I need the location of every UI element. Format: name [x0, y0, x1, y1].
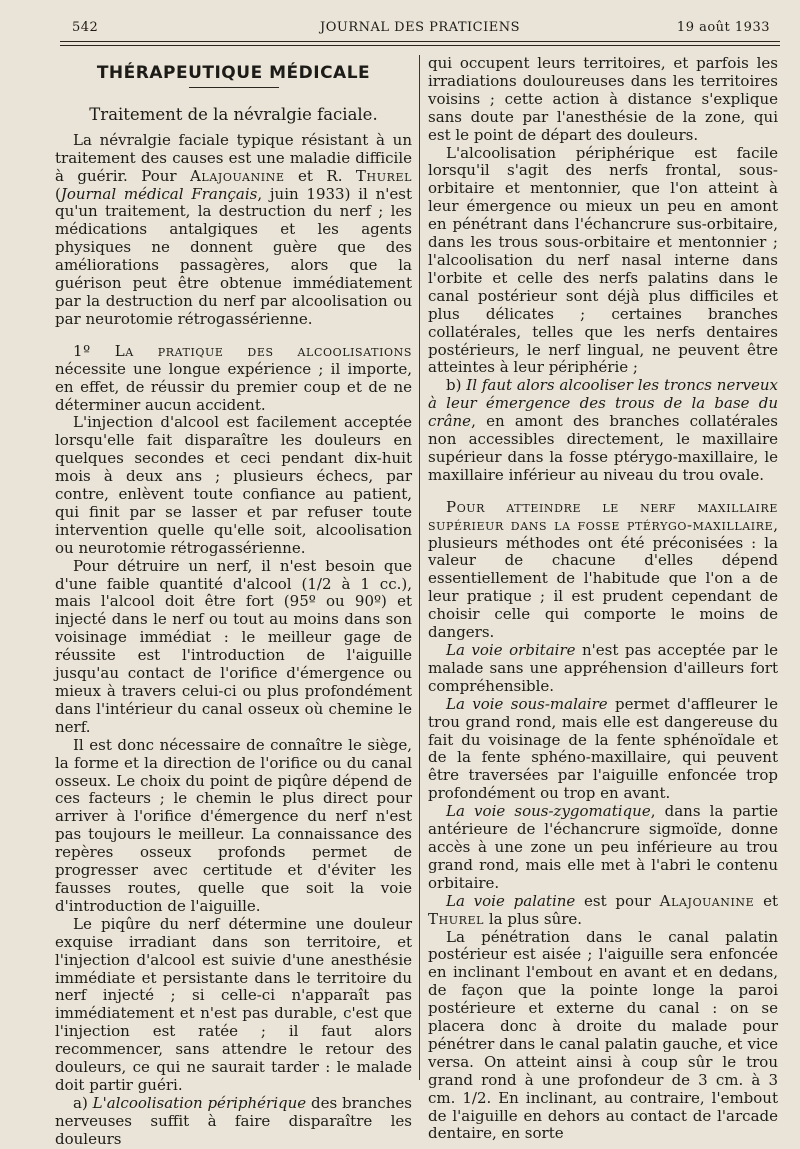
journal-reference: Journal médical Français — [60, 184, 258, 203]
paragraph-siege: Il est donc nécessaire de connaître le siège, la forme et la direction de l'orifice ou du canal osseux. Le choix du point de piqûre dépend de ces facteurs ; le chemin le plus direct pour arriver à l'orifice d'émergence du nerf n'est pas toujours le meilleur. La connaissance des repères osseux profonds permet de progresser avec certitude et d'éviter les fausses routes, quelle que soit la voie d'introduction de l'aiguille. — [55, 735, 412, 915]
right-column — [428, 55, 778, 1143]
column-separator — [419, 55, 420, 1080]
journal-title: JOURNAL DES PRATICIENS — [320, 20, 520, 35]
author-name: Thurel — [428, 909, 485, 928]
header-rule-thin — [60, 45, 780, 46]
subsection-lead: Pour atteindre le nerf maxillaire supérieur dans la fosse ptérygo-maxillaire — [428, 497, 778, 534]
paragraph-alcoolisations: 1º La pratique des alcoolisations nécessite une longue expérience ; il importe, en effet, de réussir du premier coup et de ne déterminer aucun accident. — [55, 341, 412, 414]
paragraph-voie-orbitaire: La voie orbitaire n'est pas acceptée par le malade sans une appréhension d'ailleurs fort compréhensible. — [428, 641, 778, 695]
author-name: Alajouanine — [659, 891, 755, 910]
paragraph-injection: L'injection d'alcool est facilement acceptée lorsqu'elle fait disparaître les douleurs en quelques secondes et ceci pendant dix-huit mois à deux ans ; plusieurs échecs, par contre, enlèvent toute confiance au patient, qui finit par se lasser et par refuser toute intervention quelle qu'elle soit, alcoolisation ou neurotomie rétrogassérienne. — [55, 413, 412, 557]
paragraph-troncs-nerveux: b) Il faut alors alcooliser les troncs nerveux à leur émergence des trous de la base du crâne, en amont des branches collatérales non accessibles directement, le maxillaire supérieur dans la fosse ptérygo-maxillaire, le maxillaire inférieur au niveau du trou ovale. — [428, 376, 778, 484]
header-rule — [60, 41, 780, 42]
paragraph-continuation: qui occupent leurs territoires, et parfois les irradiations douloureuses dans les territoires voisins ; cette action à distance s'explique sans doute par l'anesthésie de la zone, qui est le point de départ des douleurs. — [428, 54, 778, 144]
paragraph-piqure: Le piqûre du nerf détermine une douleur exquise irradiant dans son territoire, et l'injection d'alcool est suivie d'une anesthésie immédiate et persistante dans le territoire du nerf injecté ; si celle-ci n'apparaît pas immédiatement et n'est pas durable, c'est que l'injection est ratée ; il faut alors recommencer, sans attendre le retour des douleurs, ce qui ne saurait tarder : le malade doit partir guéri. — [55, 914, 412, 1094]
paragraph-alcoolisation-peripherique: a) L'alcoolisation périphérique des branches nerveuses suffit à faire disparaître les douleurs — [55, 1093, 412, 1148]
section-title-rule — [189, 87, 279, 88]
paragraph-penetration: La pénétration dans le canal palatin postérieur est aisée ; l'aiguille sera enfoncée en inclinant l'embout en avant et en dedans, de façon que la pointe longe la paroi postérieure et externe du canal : on se placera donc à droite du malade pour pénétrer dans le canal palatin gauche, et vice versa. On atteint ainsi à coup sûr le trou grand rond à une profondeur de 3 cm. à 3 cm. 1/2. En inclinant, au contraire, l'embout de l'aiguille en dehors au contact de l'arcade dentaire, en sorte — [428, 927, 778, 1143]
paragraph-intro: La névralgie faciale typique résistant à un traitement des causes est une maladie difficile à guérir. Pour Alajouanine et R. Thurel (Journal médical Français, juin 1933) il n'est qu'un traitement, la destruction du nerf ; les médications antalgiques et les agents physiques ne donnent guère que des améliorations passagères, alors que la guérison peut être obtenue immédiatement par la destruction du nerf par alcoolisation ou par neurotomie rétrogassérienne. — [55, 130, 412, 328]
left-column — [55, 55, 412, 1149]
paragraph-voie-sous-zygomatique: La voie sous-zygomatique, dans la partie antérieure de l'échancrure sigmoïde, donne accès à une zone un peu inférieure au trou grand rond, mais elle met à l'abri le contenu orbitaire. — [428, 802, 778, 892]
page-number: 542 — [72, 20, 99, 35]
paragraph-voie-sous-malaire: La voie sous-malaire permet d'affleurer le trou grand rond, mais elle est dangereuse du fait du voisinage de la fente sphénoïdale et de la fente sphéno-maxillaire, qui peuvent être traversées par l'aiguille enfoncée trop profondément ou trop en avant. — [428, 694, 779, 803]
issue-date: 19 août 1933 — [676, 20, 770, 35]
paragraph-peripherique-facile: L'alcoolisation périphérique est facile lorsqu'il s'agit des nerfs frontal, sous-orbitaire et mentonnier, que l'on atteint à leur émergence ou mieux un peu en amont en pénétrant dans l'échancrure sus-orbitaire, dans les trous sous-orbitaire et mentonnier ; l'alcoolisation du nerf nasal interne dans l'orbite et celle des nerfs palatins dans le canal postérieur sont déjà plus difficiles et plus délicates ; certaines branches collatérales, telles que les nerfs dentaires postérieurs, le nerf lingual, ne peuvent être atteintes à leur périphérie ; — [428, 143, 778, 377]
author-name: Alajouanine — [190, 166, 285, 185]
author-name: Thurel — [355, 166, 412, 185]
running-header — [70, 18, 770, 40]
article-title: Traitement de la névralgie faciale. — [89, 104, 378, 124]
paragraph-maxillaire-superieur: Pour atteindre le nerf maxillaire supérieur dans la fosse ptérygo-maxillaire, plusieurs méthodes ont été préconisées : la valeur de chacune d'elles dépend essentiellement de l'habitude que l'on a de leur pratique ; il est prudent cependant de choisir celle qui comporte le moins de dangers. — [428, 497, 778, 642]
subsection-lead: 1º La pratique des alcoolisations — [73, 341, 412, 360]
paragraph-voie-palatine: La voie palatine est pour Alajouanine et Thurel la plus sûre. — [428, 891, 778, 928]
section-title: THÉRAPEUTIQUE MÉDICALE — [96, 63, 371, 83]
paragraph-detruire: Pour détruire un nerf, il n'est besoin que d'une faible quantité d'alcool (1/2 à 1 cc.), mais l'alcool doit être fort (95º ou 90º) et injecté dans le nerf ou tout au moins dans son voisinage immédiat : le meilleur gage de réussite est l'introduction de l'aiguille jusqu'au contact de l'orifice d'émergence ou mieux à travers celui-ci ou plus profondément dans l'intérieur du canal osseux où chemine le nerf. — [55, 556, 412, 736]
